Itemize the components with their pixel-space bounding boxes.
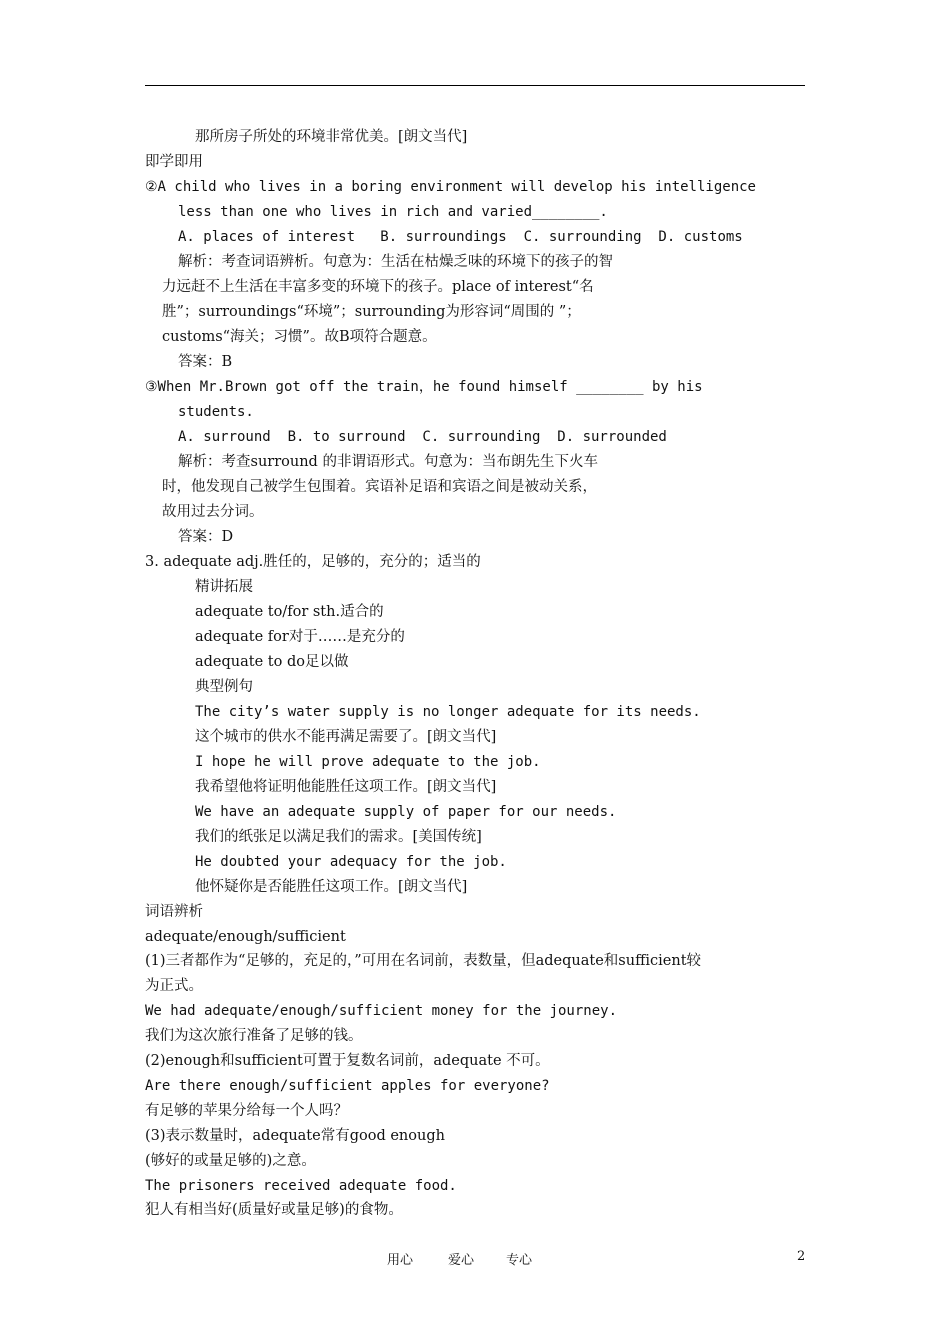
example-sentence: I hope he will prove adequate to the job. [195, 754, 541, 770]
example-translation: 他怀疑你是否能胜任这项工作。[朗文当代] [195, 879, 468, 895]
subheading: 典型例句 [195, 679, 253, 695]
example-sentence: Are there enough/sufficient apples for everyone? [145, 1078, 550, 1094]
footer-motto-2: 爱心 [448, 1253, 475, 1268]
text-line: 时，他发现自己被学生包围着。宾语补足语和宾语之间是被动关系， [162, 479, 597, 495]
answer-line: 答案：D [178, 529, 234, 545]
text-line: 解析：考查surround 的非谓语形式。句意为：当布朗先生下火车 [178, 454, 598, 470]
subheading: 精讲拓展 [195, 579, 253, 595]
text-line: 为正式。 [145, 978, 203, 994]
example-translation: 有足够的苹果分给每一个人吗？ [145, 1103, 348, 1119]
example-sentence: The prisoners received adequate food. [145, 1178, 457, 1194]
text-line: (2)enough和sufficient可置于复数名词前，adequate 不可。 [145, 1053, 550, 1069]
example-sentence: We have an adequate supply of paper for our needs. [195, 804, 617, 820]
section-heading: 即学即用 [145, 154, 203, 170]
example-sentence: The city’s water supply is no longer adequate for its needs. [195, 704, 701, 720]
text-line: 力远赶不上生活在丰富多变的环境下的孩子。place of interest“名 [162, 279, 594, 295]
example-sentence: He doubted your adequacy for the job. [195, 854, 507, 870]
footer-motto-3: 专心 [506, 1253, 533, 1268]
text-line: ③When Mr.Brown got off the train，he found himself ________ by his [145, 379, 703, 395]
answer-options: A. surround B. to surround C. surrounding D. surrounded [178, 429, 667, 445]
text-line: (1)三者都作为“足够的，充足的，”可用在名词前，表数量，但adequate和sufficient较 [145, 953, 702, 969]
text-line: adequate to/for sth.适合的 [195, 604, 384, 620]
example-translation: 我们为这次旅行准备了足够的钱。 [145, 1028, 363, 1044]
page-number: 2 [797, 1249, 806, 1264]
example-translation: 我们的纸张足以满足我们的需求。[美国传统] [195, 829, 482, 845]
header-rule [145, 85, 805, 86]
text-line: students. [178, 404, 254, 420]
answer-options: A. places of interest B. surroundings C. surrounding D. customs [178, 229, 743, 245]
text-line: ②A child who lives in a boring environment will develop his intelligence [145, 179, 756, 195]
example-sentence: We had adequate/enough/sufficient money for the journey. [145, 1003, 618, 1019]
text-line: 那所房子所处的环境非常优美。[朗文当代] [195, 129, 468, 145]
example-translation: 犯人有相当好(质量好或量足够)的食物。 [145, 1202, 403, 1218]
text-line: adequate for对于……是充分的 [195, 629, 405, 645]
footer-motto-1: 用心 [387, 1253, 414, 1268]
example-translation: 这个城市的供水不能再满足需要了。[朗文当代] [195, 729, 497, 745]
text-line: 胜”；surroundings“环境”；surrounding为形容词“周围的 ”； [162, 304, 581, 320]
text-line: 解析：考查词语辨析。句意为：生活在枯燥乏味的环境下的孩子的智 [178, 254, 613, 270]
entry-heading: 3. adequate adj.胜任的，足够的，充分的；适当的 [145, 554, 481, 570]
text-line: adequate/enough/sufficient [145, 929, 346, 945]
text-line: (够好的或量足够的)之意。 [145, 1153, 316, 1169]
answer-line: 答案：B [178, 354, 233, 370]
section-heading: 词语辨析 [145, 904, 203, 920]
text-line: (3)表示数量时，adequate常有good enough [145, 1128, 445, 1144]
example-translation: 我希望他将证明他能胜任这项工作。[朗文当代] [195, 779, 497, 795]
text-line: adequate to do足以做 [195, 654, 349, 670]
text-line: customs“海关；习惯”。故B项符合题意。 [162, 329, 437, 345]
text-line: less than one who lives in rich and varied________. [178, 204, 608, 220]
text-line: 故用过去分词。 [162, 504, 264, 520]
